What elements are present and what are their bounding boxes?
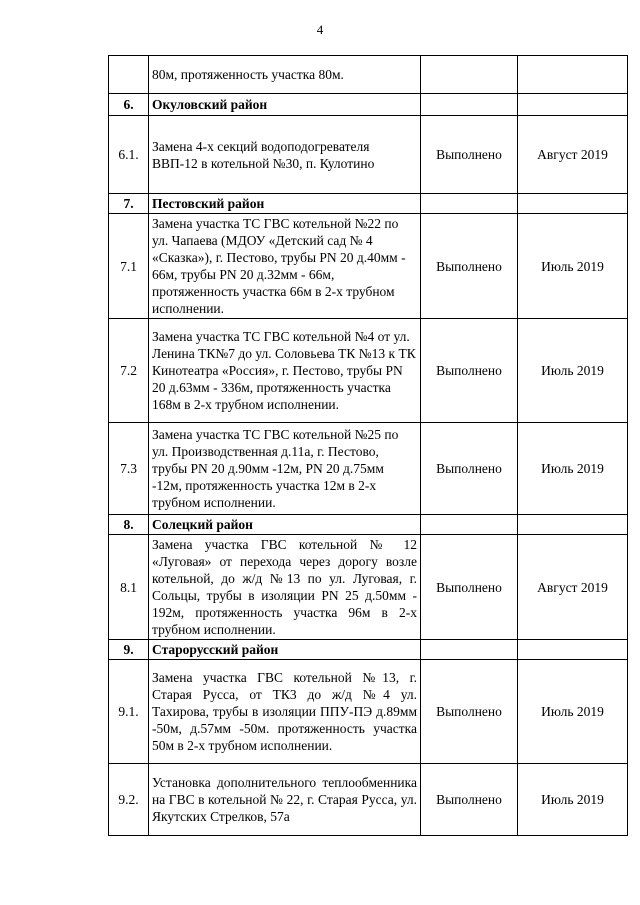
section-status-cell bbox=[421, 194, 518, 214]
section-status-cell bbox=[421, 515, 518, 535]
section-title: Солецкий район bbox=[149, 515, 421, 535]
item-number: 7.2 bbox=[109, 319, 149, 423]
item-number: 7.1 bbox=[109, 214, 149, 319]
page-number: 4 bbox=[316, 22, 324, 37]
item-status: Выполнено bbox=[421, 319, 518, 423]
item-status: Выполнено bbox=[421, 764, 518, 836]
table-row bbox=[109, 214, 628, 319]
item-description: Замена участка ТС ГВС котельной №25 по ул. Производственная д.11а, г. Пестово, трубы PN 20 д.90мм -12м, PN 20 д.75мм -12м, протяженность участка 12м в 2-х трубном исполнении. bbox=[149, 423, 421, 515]
section-number: 7. bbox=[109, 194, 149, 214]
item-date: Июль 2019 bbox=[518, 660, 628, 764]
section-date-cell bbox=[518, 515, 628, 535]
section-row bbox=[109, 640, 628, 660]
table-row bbox=[109, 535, 628, 640]
table-row bbox=[109, 764, 628, 836]
works-table-body bbox=[109, 56, 628, 836]
section-date-cell bbox=[518, 94, 628, 116]
table-row bbox=[109, 56, 628, 94]
item-number bbox=[109, 56, 149, 94]
section-number: 9. bbox=[109, 640, 149, 660]
item-status: Выполнено bbox=[421, 116, 518, 194]
item-description: Установка дополнительного теплообменника на ГВС в котельной № 22, г. Старая Русса, ул. Якутских Стрелков, 57а bbox=[149, 764, 421, 836]
section-title: Окуловский район bbox=[149, 94, 421, 116]
section-number: 6. bbox=[109, 94, 149, 116]
item-status: Выполнено bbox=[421, 423, 518, 515]
item-number: 6.1. bbox=[109, 116, 149, 194]
item-description: Замена участка ГВС котельной №13, г. Старая Русса, от ТК3 до ж/д №4 ул. Тахирова, трубы в изоляции ППУ-ПЭ д.89мм -50м, д.57мм -50м. протяженность участка 50м в 2-х трубном исполнении. bbox=[149, 660, 421, 764]
section-status-cell bbox=[421, 94, 518, 116]
table-row bbox=[109, 660, 628, 764]
item-status: Выполнено bbox=[421, 660, 518, 764]
item-date: Июль 2019 bbox=[518, 764, 628, 836]
item-description: Замена участка ГВС котельной № 12 «Луговая» от перехода через дорогу возле котельной, до ж/д №13 по ул. Луговая, г. Сольцы, трубы в изоляции PN 25 д.50мм - 192м, протяженность участка 96м в 2-х трубном исполнении. bbox=[149, 535, 421, 640]
item-date: Июль 2019 bbox=[518, 423, 628, 515]
works-table bbox=[108, 55, 628, 836]
item-description: Замена участка ТС ГВС котельной №22 по ул. Чапаева (МДОУ «Детский сад № 4 «Сказка»), г. Пестово, трубы PN 20 д.40мм - 66м, трубы PN 20 д.32мм - 66м, протяженность участка 66м в 2-х трубном исполнении. bbox=[149, 214, 421, 319]
item-description: 80м, протяженность участка 80м. bbox=[149, 56, 421, 94]
section-number: 8. bbox=[109, 515, 149, 535]
table-row bbox=[109, 116, 628, 194]
item-number: 9.2. bbox=[109, 764, 149, 836]
section-date-cell bbox=[518, 194, 628, 214]
item-date: Август 2019 bbox=[518, 116, 628, 194]
item-number: 9.1. bbox=[109, 660, 149, 764]
item-number: 8.1 bbox=[109, 535, 149, 640]
item-date: Июль 2019 bbox=[518, 319, 628, 423]
section-title: Пестовский район bbox=[149, 194, 421, 214]
section-row bbox=[109, 194, 628, 214]
section-row bbox=[109, 94, 628, 116]
item-date bbox=[518, 56, 628, 94]
table-row bbox=[109, 319, 628, 423]
item-description: Замена 4-х секций водоподогревателя ВВП-12 в котельной №30, п. Кулотино bbox=[149, 116, 421, 194]
item-date: Август 2019 bbox=[518, 535, 628, 640]
section-date-cell bbox=[518, 640, 628, 660]
section-status-cell bbox=[421, 640, 518, 660]
item-status bbox=[421, 56, 518, 94]
item-date: Июль 2019 bbox=[518, 214, 628, 319]
section-title: Старорусский район bbox=[149, 640, 421, 660]
section-row bbox=[109, 515, 628, 535]
table-row bbox=[109, 423, 628, 515]
item-status: Выполнено bbox=[421, 535, 518, 640]
item-status: Выполнено bbox=[421, 214, 518, 319]
item-number: 7.3 bbox=[109, 423, 149, 515]
item-description: Замена участка ТС ГВС котельной №4 от ул. Ленина ТК№7 до ул. Соловьева ТК №13 к ТК Кинотеатра «Россия», г. Пестово, трубы PN 20 д.63мм - 336м, протяженность участка 168м в 2-х трубном исполнении. bbox=[149, 319, 421, 423]
